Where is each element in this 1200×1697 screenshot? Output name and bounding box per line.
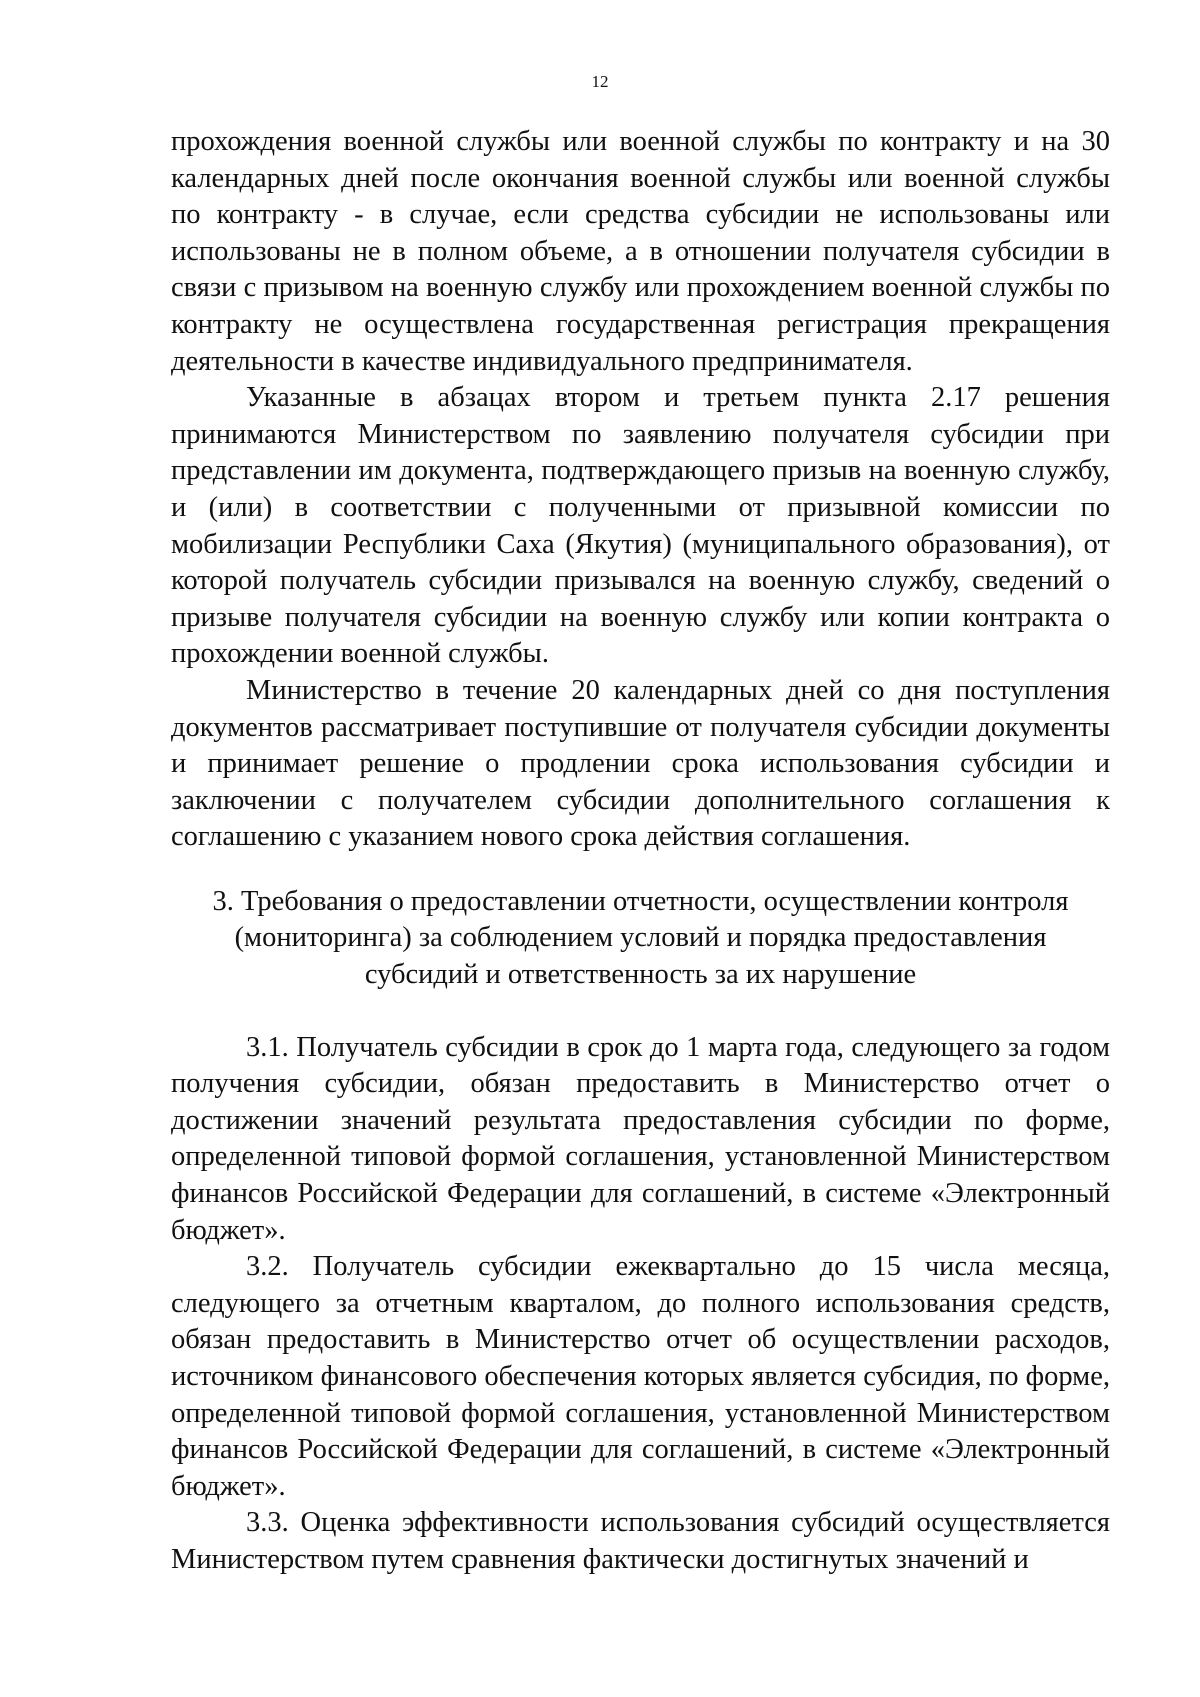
paragraph-3-2: 3.2. Получатель субсидии ежеквартально до 15 числа месяца, следующего за отчетным кварталом, до полного использования средств, обязан предоставить в Министерство отчет об осуществлении расходов, источником финансового обеспечения которых является субсидия, по форме, определенной типовой формой соглашения, установленной Министерством финансов Российской Федерации для соглашений, в системе «Электронный бюджет». [171, 1251, 1110, 1502]
paragraph-ministry-review: Министерство в течение 20 календарных дней со дня поступления документов рассматривает поступившие от получателя субсидии документы и принимает решение о продлении срока использования субсидии и заключении с получателем субсидии дополнительного соглашения к соглашению с указанием нового срока действия соглашения. [171, 674, 1110, 853]
document-body [171, 124, 1110, 1579]
section-heading: 3. Требования о предоставлении отчетности, осуществлении контроля (мониторинга) за соблюдением условий и порядка предоставления субсидий и ответственность за их нарушение [212, 885, 1069, 991]
page-number: 12 [591, 72, 609, 91]
paragraph-3-1: 3.1. Получатель субсидии в срок до 1 марта года, следующего за годом получения субсидии, обязан предоставить в Министерство отчет о достижении значений результата предоставления субсидии по форме, определенной типовой формой соглашения, установленной Министерством финансов Российской Федерации для соглашений, в системе «Электронный бюджет». [171, 1031, 1110, 1246]
paragraph-continuation: прохождения военной службы или военной службы по контракту и на 30 календарных дней после окончания военной службы или военной службы по контракту - в случае, если средства субсидии не использованы или использованы не в полном объеме, а в отношении получателя субсидии в связи с призывом на военную службу или прохождением военной службы по контракту не осуществлена государственная регистрация прекращения деятельности в качестве индивидуального предпринимателя. [171, 126, 1110, 377]
paragraph-3-3: 3.3. Оценка эффективности использования субсидий осуществляется Министерством путем сравнения фактически достигнутых значений и [171, 1507, 1110, 1575]
paragraph-decisions: Указанные в абзацах втором и третьем пункта 2.17 решения принимаются Министерством по заявлению получателя субсидии при представлении им документа, подтверждающего призыв на военную службу, и (или) в соответствии с полученными от призывной комиссии по мобилизации Республики Саха (Якутия) (муниципального образования), от которой получатель субсидии призывался на военную службу, сведений о призыве получателя субсидии на военную службу или копии контракта о прохождении военной службы. [171, 382, 1110, 670]
